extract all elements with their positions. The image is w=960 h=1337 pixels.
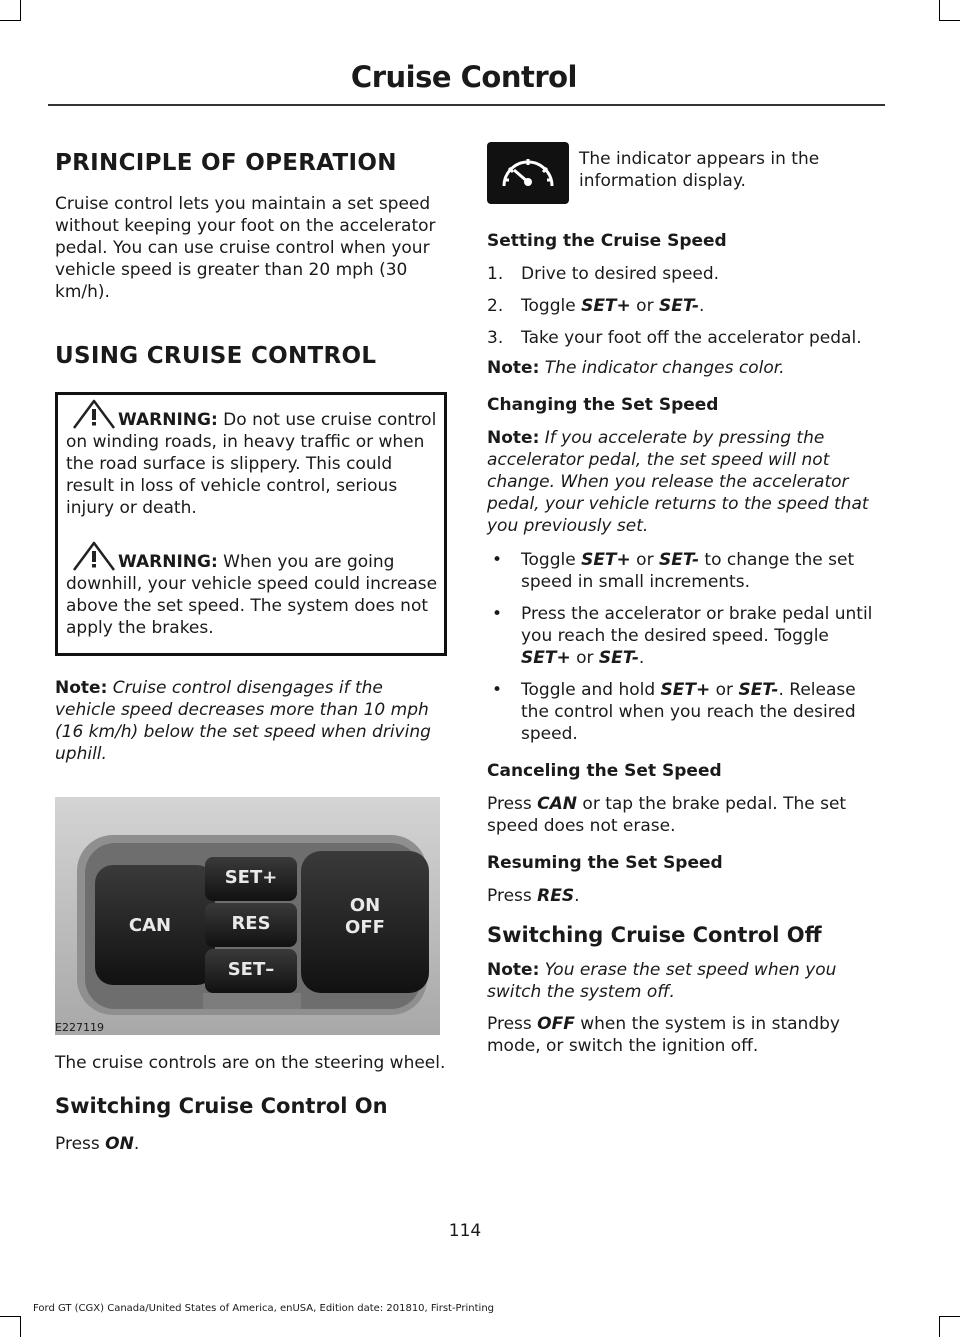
changing-bullets-list (487, 549, 882, 745)
crop-mark (20, 1316, 21, 1337)
warning-triangle-icon (70, 540, 118, 572)
warning-2 (66, 551, 438, 639)
cruise-control-indicator-icon (487, 142, 569, 204)
crop-mark (939, 1316, 960, 1317)
indicator-paragraph: The indicator appears in the information display. (579, 149, 820, 191)
off-paragraph: Press OFF when the system is in standby mode, or switch the ignition off. (487, 1014, 840, 1056)
warning-box (55, 392, 447, 656)
crop-mark (20, 0, 21, 21)
list-item: 2. Toggle SET+ or SET-. (487, 296, 705, 316)
note-text: Cruise control disengages if the vehicle speed decreases more than 10 mph (16 km/h) below the set speed when driving uphill. (55, 678, 431, 764)
indicator-row (487, 140, 882, 220)
list-item: • Press the accelerator or brake pedal until you reach the desired speed. Toggle SET+ or SET-. (492, 604, 873, 668)
crop-mark (939, 0, 940, 21)
warning-1 (66, 409, 438, 519)
emphasis-res: RES (537, 886, 575, 906)
resume-paragraph: Press RES. (487, 886, 580, 906)
emphasis-off: OFF (537, 1014, 575, 1034)
heading-switching-on: Switching Cruise Control On (55, 1094, 388, 1118)
heading-setting-speed: Setting the Cruise Speed (487, 231, 727, 251)
warning-text: When you are going downhill, your vehicle speed could increase above the set speed. The system does not apply the brakes. (66, 552, 438, 638)
heading-using: USING CRUISE CONTROL (55, 343, 377, 369)
heading-changing-speed: Changing the Set Speed (487, 395, 719, 415)
crop-mark (939, 1316, 940, 1337)
emphasis-on: ON (105, 1134, 134, 1154)
page-number: 114 (448, 1221, 482, 1241)
note-label: Note: (55, 678, 108, 698)
page-title: Cruise Control (350, 60, 577, 94)
emphasis-can: CAN (537, 794, 578, 814)
button-label-set-minus: SET– (227, 959, 275, 980)
list-item: • Toggle and hold SET+ or SET-. Release the control when you reach the desired speed. (492, 680, 856, 744)
crop-mark (0, 1316, 21, 1317)
button-label-on: ON (349, 895, 381, 916)
button-label-can: CAN (128, 915, 172, 936)
warning-text: Do not use cruise control on winding roads, in heavy traffic or when the road surface is slippery. This could result in loss of vehicle control, serious injury or death. (66, 410, 437, 518)
note-erase: Note: You erase the set speed when you switch the system off. (487, 960, 837, 1002)
list-item: • Toggle SET+ or SET- to change the set speed in small increments. (492, 550, 855, 592)
warning-triangle-icon (70, 398, 118, 430)
footer-edition-text: Ford GT (CGX) Canada/United States of America, enUSA, Edition date: 201810, First-Printing (33, 1303, 495, 1314)
heading-switching-off: Switching Cruise Control Off (487, 923, 822, 947)
warning-label: WARNING: (118, 552, 218, 572)
heading-canceling-speed: Canceling the Set Speed (487, 761, 722, 781)
press-on-paragraph: Press ON. (55, 1134, 140, 1154)
note-uphill (55, 677, 447, 765)
heading-resuming-speed: Resuming the Set Speed (487, 853, 723, 873)
header-rule (48, 104, 885, 106)
left-column (55, 140, 447, 1155)
warning-label: WARNING: (118, 410, 218, 430)
controls-location-paragraph: The cruise controls are on the steering wheel. (55, 1053, 446, 1073)
image-caption: E227119 (55, 1021, 104, 1034)
cruise-control-switch-photo (55, 797, 440, 1035)
list-item: 1. Drive to desired speed. (487, 264, 720, 284)
note-indicator-color: Note: The indicator changes color. (487, 358, 785, 378)
list-item: 3. Take your foot off the accelerator pedal. (487, 328, 862, 348)
button-label-off: OFF (345, 917, 385, 938)
button-label-set-plus: SET+ (224, 867, 278, 888)
crop-mark (0, 20, 21, 21)
cancel-paragraph: Press CAN or tap the brake pedal. The set speed does not erase. (487, 794, 847, 836)
crop-mark (939, 20, 960, 21)
button-label-res: RES (231, 913, 271, 934)
principle-paragraph: Cruise control lets you maintain a set speed without keeping your foot on the accelerator pedal. You can use cruise control when your vehicle speed is greater than 20 mph (30 km/h). (55, 194, 436, 302)
heading-principle: PRINCIPLE OF OPERATION (55, 150, 397, 176)
setting-steps-list (487, 263, 882, 349)
note-accelerate: Note: If you accelerate by pressing the accelerator pedal, the set speed will not change. When you release the accelerator pedal, your vehicle returns to the speed that you previously set. (487, 428, 869, 536)
right-column (487, 140, 882, 1057)
